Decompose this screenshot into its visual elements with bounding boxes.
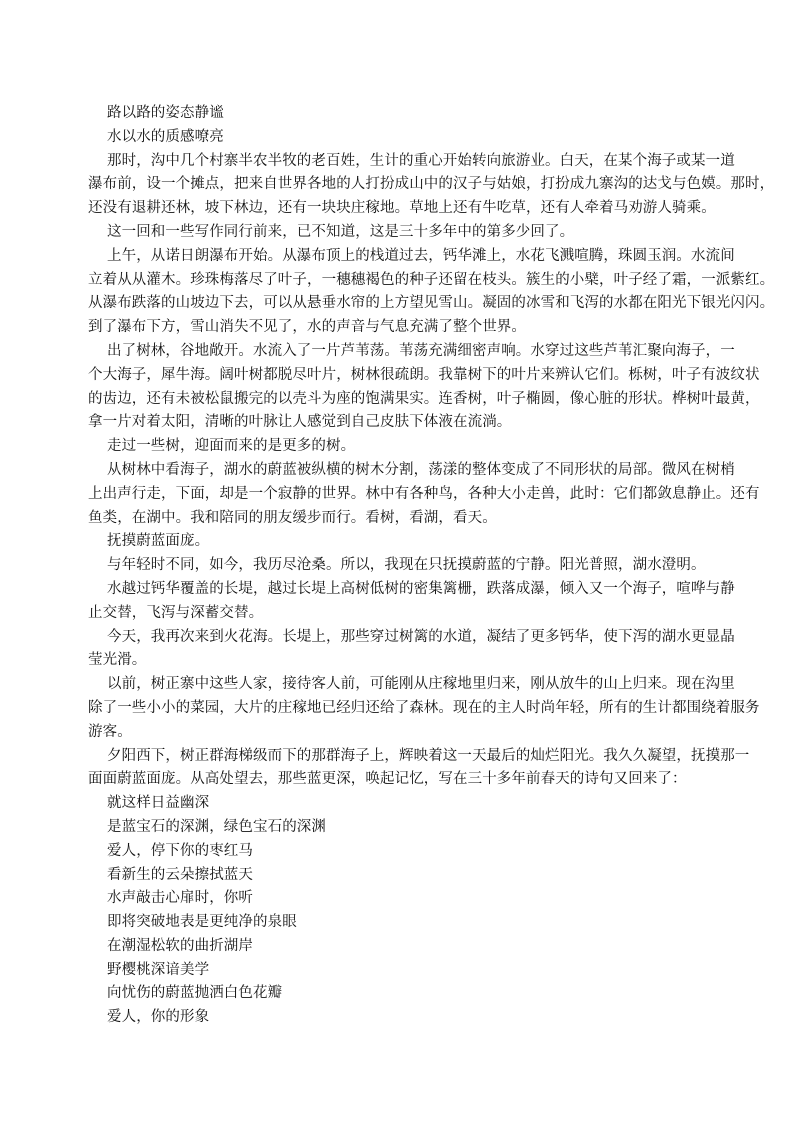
text-line: 是蓝宝石的深渊，绿色宝石的深渊: [107, 818, 326, 835]
text-line: 除了一些小小的菜园，大片的庄稼地已经归还给了森林。现在的主人时尚年轻，所有的生计都围绕着服务: [88, 699, 760, 716]
text-line: 爱人，你的形象: [107, 1009, 210, 1026]
paragraph: [88, 745, 750, 793]
paragraph: [88, 459, 760, 530]
paragraph: [88, 126, 718, 150]
paragraph: [88, 816, 718, 840]
text-line: 在潮湿松软的曲折湖岸: [107, 937, 253, 954]
text-line: 那时，沟中几个村寨半农半牧的老百姓，生计的重心开始转向旅游业。白天，在某个海子或某一道: [107, 152, 735, 169]
text-line: 还没有退耕还林，坡下林边，还有一块块庄稼地。草地上还有牛吃草，还有人牵着马劝游人骑乘。: [88, 200, 716, 217]
paragraph: [88, 1006, 718, 1030]
text-line: 路以路的姿态静谧: [107, 105, 224, 121]
paragraph: [88, 150, 775, 221]
text-line: 水越过钙华覆盖的长堤，越过长堤上高树低树的密集篱栅，跌落成瀑，倾入又一个海子，喧哗与静: [107, 580, 735, 597]
text-line: 上午，从诺日朗瀑布开始。从瀑布顶上的栈道过去，钙华滩上，水花飞溅喧腾，珠圆玉润。水流间: [107, 247, 735, 264]
text-line: 莹光滑。: [88, 652, 147, 669]
text-line: 向忧伤的蔚蓝抛洒白色花瓣: [107, 985, 283, 1002]
paragraph: [88, 911, 718, 935]
paragraph: [88, 959, 718, 983]
text-line: 从瀑布跌落的山坡边下去，可以从悬垂水帘的上方望见雪山。凝固的冰雪和飞泻的水都在阳光下银光闪闪。: [88, 295, 775, 312]
text-line: 出了树林，谷地敞开。水流入了一片芦苇荡。苇荡充满细密声响。水穿过这些芦苇汇聚向海子，一: [107, 342, 735, 359]
paragraph: [88, 340, 760, 435]
text-line: 看新生的云朵擦拭蓝天: [107, 866, 253, 883]
text-line: 这一回和一些写作同行前来，已不知道，这是三十多年中的第多少回了。: [107, 223, 575, 240]
paragraph: [88, 887, 718, 911]
paragraph: [88, 530, 718, 554]
paragraph: [88, 792, 718, 816]
text-line: 以前，树正寨中这些人家，接待客人前，可能刚从庄稼地里归来，刚从放牛的山上归来。现在沟里: [107, 676, 735, 693]
paragraph: [88, 578, 735, 626]
text-line: 面面蔚蓝面庞。从高处望去，那些蓝更深，唤起记忆，写在三十多年前春天的诗句又回来了：: [88, 771, 687, 788]
text-line: 游客。: [88, 723, 132, 740]
paragraph: [88, 864, 718, 888]
text-line: 抚摸蔚蓝面庞。: [107, 533, 210, 550]
text-line: 水以水的质感嘹亮: [107, 128, 224, 145]
text-line: 到了瀑布下方，雪山消失不见了，水的声音与气息充满了整个世界。: [88, 319, 526, 336]
text-line: 水声敲击心扉时，你听: [107, 890, 253, 907]
paragraph: [88, 935, 718, 959]
paragraph: [88, 982, 718, 1006]
text-line: 个大海子，犀牛海。阔叶树都脱尽叶片，树林很疏朗。我靠树下的叶片来辨认它们。栎树，叶子有波纹状: [88, 366, 760, 383]
paragraph: [88, 554, 718, 578]
paragraph: [88, 221, 718, 245]
text-line: 就这样日益幽深: [107, 795, 210, 812]
text-line: 野樱桃深谙美学: [107, 961, 210, 978]
paragraph: [88, 840, 718, 864]
text-line: 走过一些树，迎面而来的是更多的树。: [107, 438, 356, 455]
paragraph: [88, 626, 735, 674]
text-line: 即将突破地表是更纯净的泉眼: [107, 914, 297, 931]
text-line: 从树林中看海子，湖水的蔚蓝被纵横的树木分割，荡漾的整体变成了不同形状的局部。微风在树梢: [107, 461, 735, 478]
text-line: 的齿边，还有未被松鼠搬完的以壳斗为座的饱满果实。连香树，叶子椭圆，像心脏的形状。桦树叶最黄，: [88, 390, 760, 407]
text-line: 拿一片对着太阳，清晰的叶脉让人感觉到自己皮肤下体液在流淌。: [88, 414, 512, 431]
paragraph: [88, 245, 775, 340]
text-line: 爱人，停下你的枣红马: [107, 842, 253, 859]
text-line: 上出声行走，下面，却是一个寂静的世界。林中有各种鸟，各种大小走兽，此时：它们都敛息静止。还有: [88, 485, 760, 502]
text-line: 立着从从灌木。珍珠梅落尽了叶子，一穗穗褐色的种子还留在枝头。簇生的小檗，叶子经了霜，一派紫红。: [88, 271, 775, 288]
document-body: [88, 102, 775, 1030]
paragraph: [88, 435, 718, 459]
text-line: 止交替，飞泻与深蓄交替。: [88, 604, 264, 621]
text-line: 瀑布前，设一个摊点，把来自世界各地的人打扮成山中的汉子与姑娘，打扮成九寨沟的达戈与色嫫。那时，: [88, 176, 775, 193]
text-line: 与年轻时不同，如今，我历尽沧桑。所以，我现在只抚摸蔚蓝的宁静。阳光普照，湖水澄明。: [107, 557, 706, 574]
text-line: 鱼类，在湖中。我和陪同的朋友缓步而行。看树，看湖，看天。: [88, 509, 497, 526]
paragraph: [88, 102, 718, 126]
paragraph: [88, 673, 760, 744]
text-line: 夕阳西下，树正群海梯级而下的那群海子上，辉映着这一天最后的灿烂阳光。我久久凝望，抚摸那一: [107, 747, 750, 764]
text-line: 今天，我再次来到火花海。长堤上，那些穿过树篱的水道，凝结了更多钙华，使下泻的湖水更显晶: [107, 628, 735, 645]
